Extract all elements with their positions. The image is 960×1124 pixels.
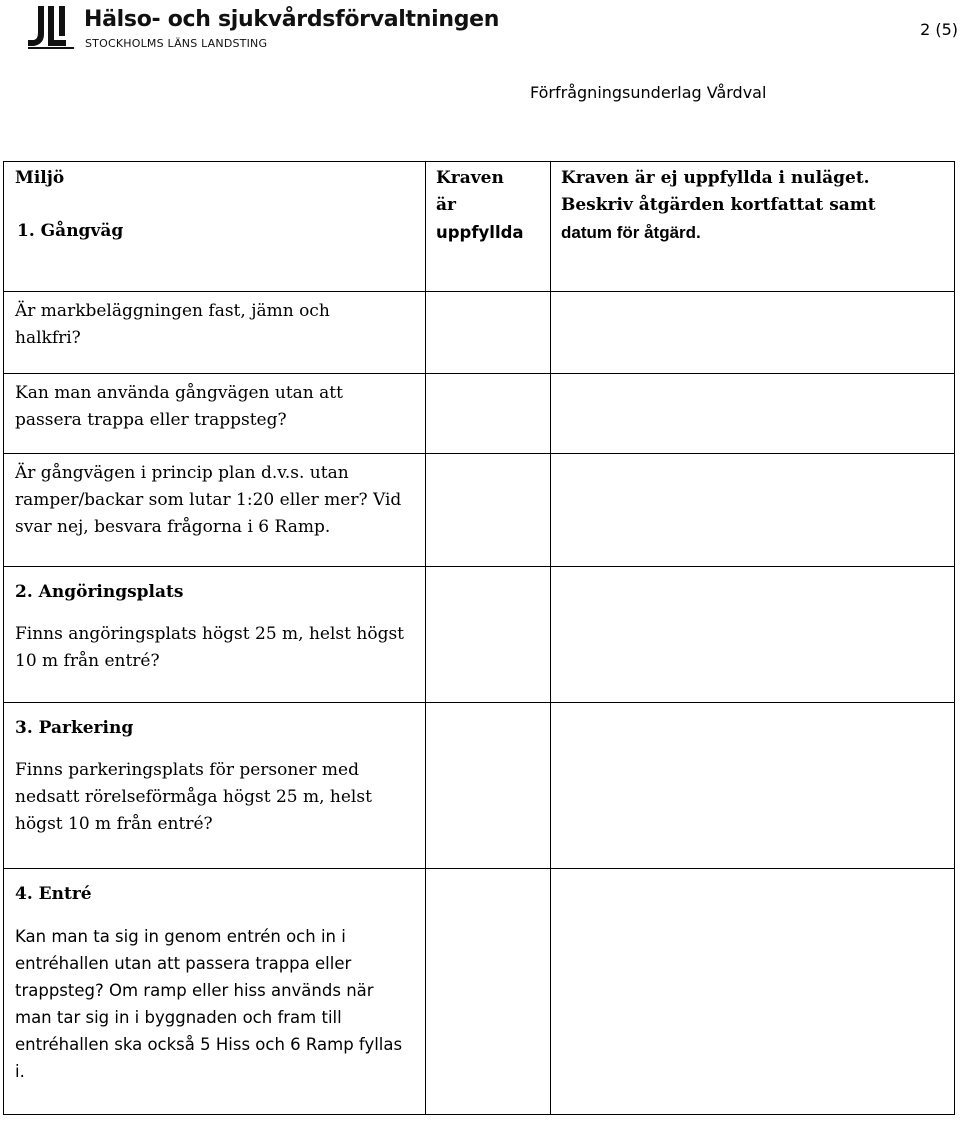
header-cell-environment xyxy=(4,162,426,292)
document-subtitle: Förfrågningsunderlag Vårdval xyxy=(530,83,767,102)
fulfilled-answer-cell[interactable] xyxy=(426,292,551,374)
fulfilled-answer-cell[interactable] xyxy=(426,567,551,703)
question-text: Kan man ta sig in genom entrén och in i entréhallen utan att passera trappa eller trappsteg? Om ramp eller hiss används när man tar sig in i byggnaden och fram till entréhallen ska också 5 Hiss och 6 Ramp fyllas i. xyxy=(15,927,403,1081)
not-fulfilled-header-line3: datum för åtgärd. xyxy=(561,223,701,242)
fulfilled-answer-cell[interactable] xyxy=(426,454,551,567)
organization-logo xyxy=(26,4,500,52)
question-cell xyxy=(4,703,426,869)
section-heading-parking: 3. Parkering xyxy=(15,718,134,738)
fulfilled-header-line3: uppfyllda xyxy=(436,223,524,242)
question-cell xyxy=(4,567,426,703)
table-row xyxy=(4,703,955,869)
action-answer-cell[interactable] xyxy=(551,292,955,374)
logo-mark-icon xyxy=(26,4,82,50)
action-answer-cell[interactable] xyxy=(551,567,955,703)
fulfilled-answer-cell[interactable] xyxy=(426,374,551,454)
section-heading-entrance: 4. Entré xyxy=(15,884,92,904)
question-text: Finns parkeringsplats för personer med nedsatt rörelseförmåga högst 25 m, helst högst 10 m från entré? xyxy=(15,760,372,834)
organization-subtitle: STOCKHOLMS LÄNS LANDSTING xyxy=(85,37,268,50)
table-row xyxy=(4,567,955,703)
action-answer-cell[interactable] xyxy=(551,703,955,869)
not-fulfilled-header-line1: Kraven är ej uppfyllda i nuläget. xyxy=(561,168,870,188)
question-cell xyxy=(4,292,426,374)
not-fulfilled-header-line2: Beskriv åtgärden kortfattat samt xyxy=(561,195,876,215)
page-number: 2 (5) xyxy=(920,20,958,39)
fulfilled-header-line1: Kraven xyxy=(436,168,504,188)
organization-name: Hälso- och sjukvårdsförvaltningen xyxy=(84,7,500,32)
action-answer-cell[interactable] xyxy=(551,374,955,454)
action-answer-cell[interactable] xyxy=(551,869,955,1115)
question-text: Kan man använda gångvägen utan att passera trappa eller trappsteg? xyxy=(15,383,343,430)
fulfilled-answer-cell[interactable] xyxy=(426,703,551,869)
question-cell xyxy=(4,374,426,454)
section-heading-walkway: 1. Gångväg xyxy=(17,221,124,241)
question-cell xyxy=(4,454,426,567)
action-answer-cell[interactable] xyxy=(551,454,955,567)
question-cell xyxy=(4,869,426,1115)
table-row xyxy=(4,869,955,1115)
section-heading-drop-off: 2. Angöringsplats xyxy=(15,582,184,602)
table-header-row xyxy=(4,162,955,292)
header-cell-not-fulfilled xyxy=(551,162,955,292)
table-row xyxy=(4,374,955,454)
environment-title: Miljö xyxy=(15,168,65,188)
checklist-table xyxy=(3,161,955,1115)
question-text: Är markbeläggningen fast, jämn och halkfri? xyxy=(15,301,330,348)
header-cell-fulfilled xyxy=(426,162,551,292)
question-text: Finns angöringsplats högst 25 m, helst högst 10 m från entré? xyxy=(15,624,405,671)
table-row xyxy=(4,454,955,567)
page-header xyxy=(0,0,960,150)
question-text: Är gångvägen i princip plan d.v.s. utan ramper/backar som lutar 1:20 eller mer? Vid svar nej, besvara frågorna i 6 Ramp. xyxy=(15,463,402,537)
table-row xyxy=(4,292,955,374)
fulfilled-header-line2: är xyxy=(436,195,456,215)
fulfilled-answer-cell[interactable] xyxy=(426,869,551,1115)
